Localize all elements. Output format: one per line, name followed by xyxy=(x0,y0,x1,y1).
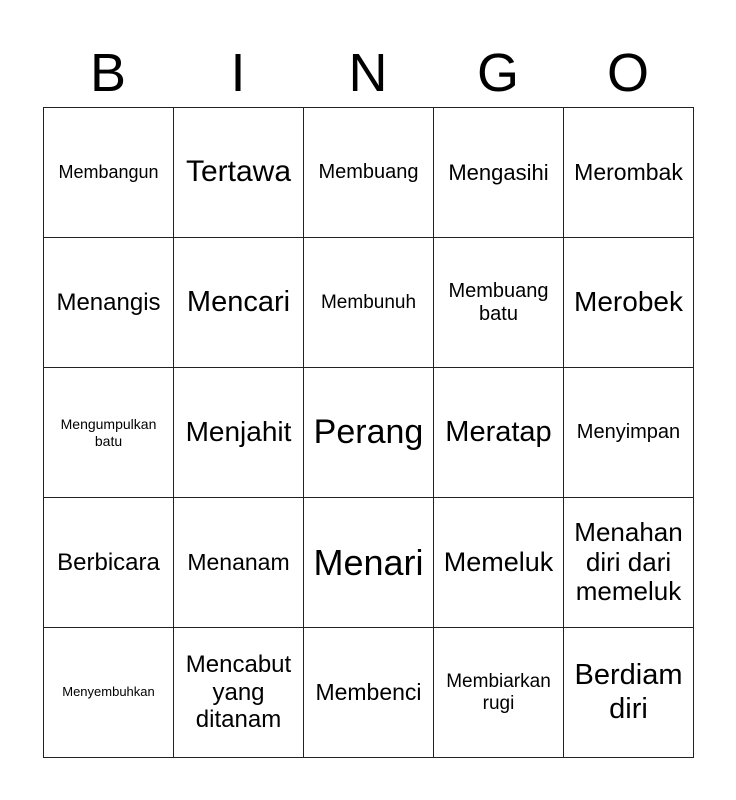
bingo-cell[interactable]: Tertawa xyxy=(174,108,304,238)
bingo-cell[interactable]: Menangis xyxy=(44,238,174,368)
bingo-cell[interactable]: Membiarkan rugi xyxy=(434,628,564,758)
bingo-cell[interactable]: Merombak xyxy=(564,108,694,238)
bingo-cell[interactable]: Mengasihi xyxy=(434,108,564,238)
bingo-cell[interactable]: Menyimpan xyxy=(564,368,694,498)
header-letter-g: G xyxy=(476,43,519,103)
bingo-cell[interactable]: Menanam xyxy=(174,498,304,628)
board-row xyxy=(44,238,694,368)
bingo-board xyxy=(43,107,694,758)
bingo-cell[interactable]: Menahan diri dari memeluk xyxy=(564,498,694,628)
bingo-cell[interactable]: Perang xyxy=(304,368,434,498)
board-row xyxy=(44,108,694,238)
bingo-cell[interactable]: Membunuh xyxy=(304,238,434,368)
board-row xyxy=(44,628,694,758)
bingo-cell[interactable]: Mencari xyxy=(174,238,304,368)
bingo-cell[interactable]: Menjahit xyxy=(174,368,304,498)
bingo-cell[interactable]: Membangun xyxy=(44,108,174,238)
bingo-cell[interactable]: Membuang batu xyxy=(434,238,564,368)
bingo-cell[interactable]: Mengumpulkan batu xyxy=(44,368,174,498)
bingo-cell[interactable]: Memeluk xyxy=(434,498,564,628)
bingo-cell[interactable]: Mencabut yang ditanam xyxy=(174,628,304,758)
bingo-cell[interactable]: Berdiam diri xyxy=(564,628,694,758)
bingo-cell[interactable]: Membenci xyxy=(304,628,434,758)
bingo-cell[interactable]: Merobek xyxy=(564,238,694,368)
board-row xyxy=(44,498,694,628)
board-row xyxy=(44,368,694,498)
header-letter-n: N xyxy=(348,43,388,103)
bingo-header xyxy=(43,42,693,104)
header-letter-o: O xyxy=(606,43,649,103)
bingo-cell[interactable]: Membuang xyxy=(304,108,434,238)
header-letter-i: I xyxy=(230,43,246,103)
bingo-cell[interactable]: Berbicara xyxy=(44,498,174,628)
bingo-cell[interactable]: Menari xyxy=(304,498,434,628)
header-letter-b: B xyxy=(89,43,127,103)
bingo-cell[interactable]: Meratap xyxy=(434,368,564,498)
bingo-cell[interactable]: Menyembuhkan xyxy=(44,628,174,758)
